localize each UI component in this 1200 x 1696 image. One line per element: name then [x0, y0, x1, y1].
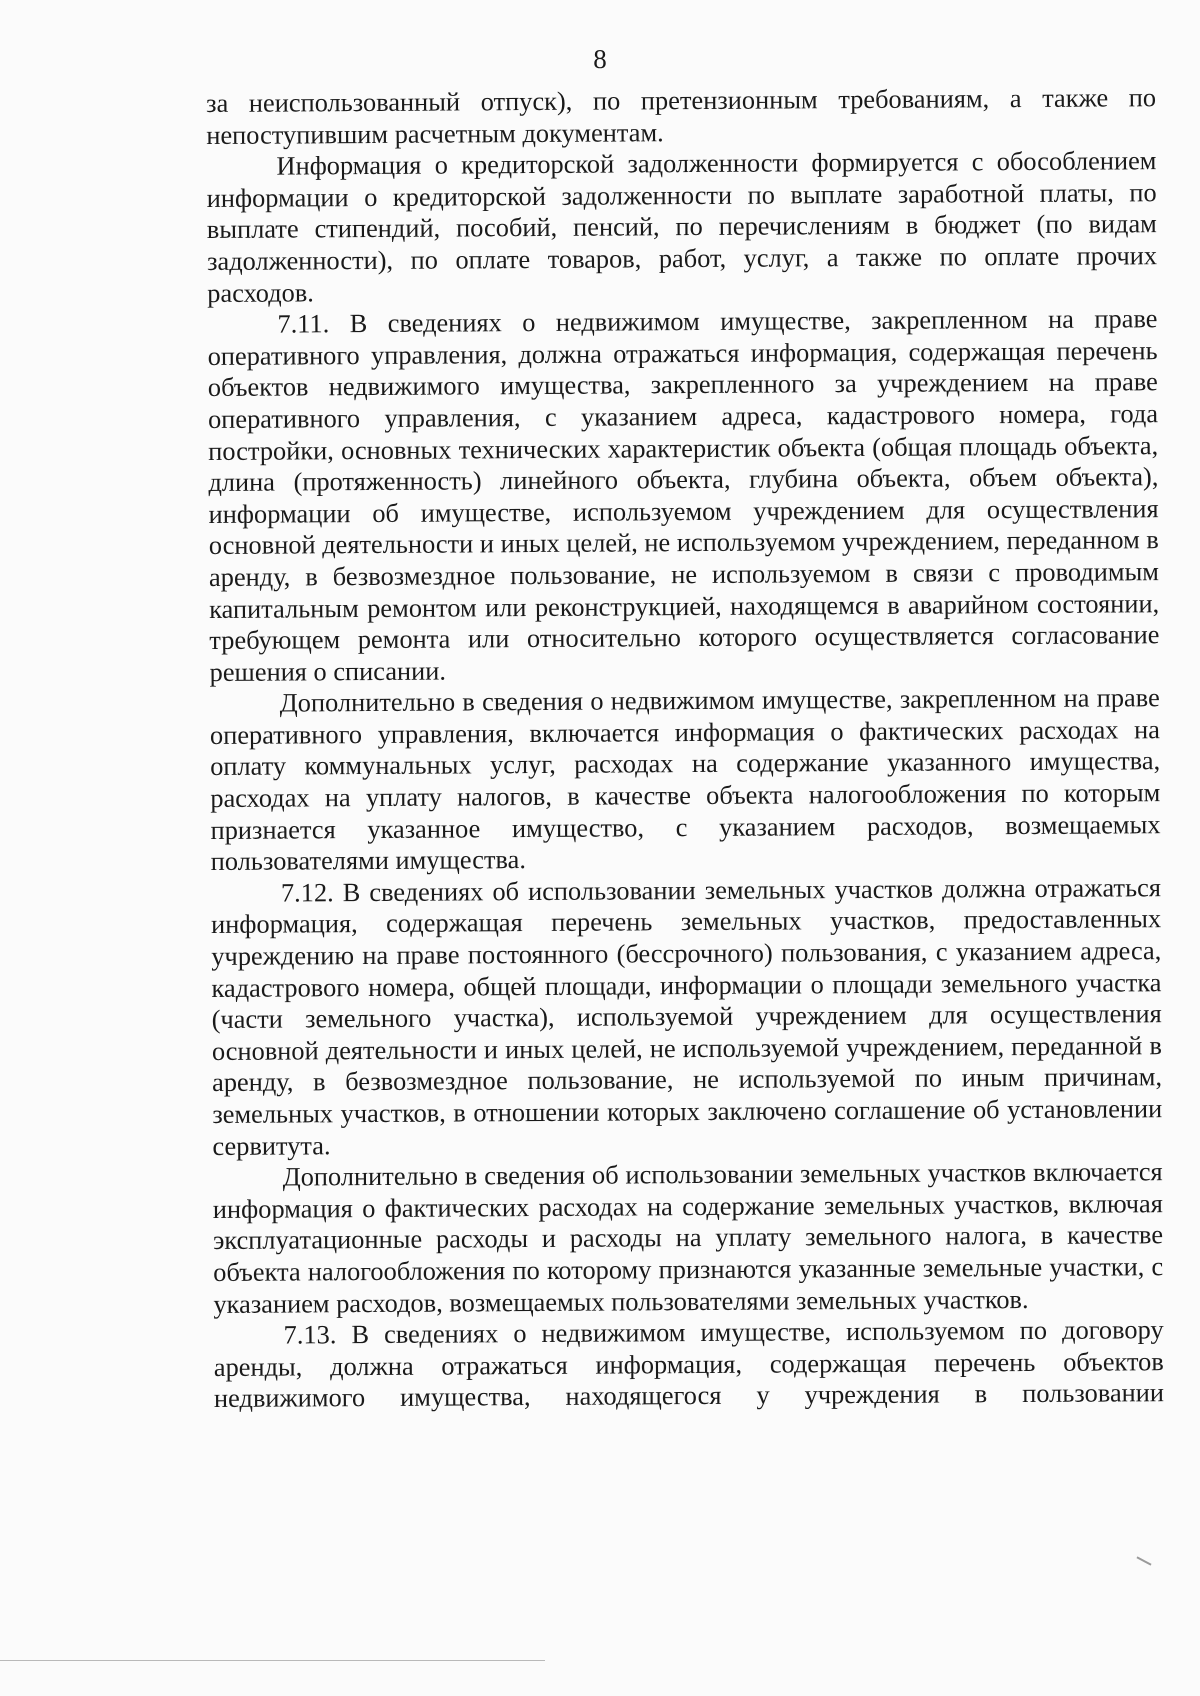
document-body	[206, 82, 1164, 1415]
paragraph-creditor-debt: Информация о кредиторской задолженности формируется с обособлением информации о кредиторской задолженности по выплате заработной платы, по выплате стипендий, пособий, пенсий, по перечислениям в бюджет (по видам задолженности), по оплате товаров, работ, услуг, а также по оплате прочих расходов.	[206, 145, 1158, 308]
paragraph-continuation: за неиспользованный отпуск), по претензионным требованиям, а также по непоступившим расчетным документам.	[206, 82, 1157, 150]
scan-edge-line	[0, 1660, 545, 1661]
paragraph-section-7-11: 7.11. В сведениях о недвижимом имуществе, закрепленном на праве оперативного управления, должна отражаться информация, содержащая перечень объектов недвижимого имущества, закрепленного за учреждением на праве оперативного управления, с указанием адреса, кадастрового номера, года постройки, основных технических характеристик объекта (общая площадь объекта, длина (протяженность) линейного объекта, глубина объекта, объем объекта), информации об имуществе, используемом учреждением для осуществления основной деятельности и иных целей, не используемом учреждением, переданном в аренду, в безвозмездное пользование, не используемом в связи с проводимым капитальным ремонтом или реконструкцией, находящемся в аварийном состоянии, требующем ремонта или относительно которого осуществляется согласование решения о списании.	[207, 303, 1160, 687]
paragraph-land-expenses: Дополнительно в сведения об использовании земельных участков включается информация о фактических расходах на содержание земельных участков, включая эксплуатационные расходы и расходы на уплату земельного налога, в качестве объекта налогообложения по которому признаются указанные земельные участки, с указанием расходов, возмещаемых пользователями земельных участков.	[212, 1156, 1164, 1319]
paragraph-real-estate-expenses: Дополнительно в сведения о недвижимом имуществе, закрепленном на праве оперативного управления, включается информация о фактических расходах на оплату коммунальных услуг, расходах на содержание указанного имущества, расходах на уплату налогов, в качестве объекта налогообложения по которым признается указанное имущество, с указанием расходов, возмещаемых пользователями имущества.	[209, 682, 1161, 877]
paragraph-section-7-13: 7.13. В сведениях о недвижимом имуществе, используемом по договору аренды, должна отражаться информация, содержащая перечень объектов недвижимого имущества, находящегося у учреждения в пользовании	[213, 1314, 1165, 1414]
scan-mark	[1136, 1556, 1151, 1565]
page-number: 8	[593, 44, 607, 74]
paragraph-section-7-12: 7.12. В сведениях об использовании земельных участков должна отражаться информация, содержащая перечень земельных участков, предоставленных учреждению на праве постоянного (бессрочного) пользования, с указанием адреса, кадастрового номера, общей площади, информации о площади земельного участка (части земельного участка), используемой учреждением для осуществления основной деятельности и иных целей, не используемой учреждением, переданной в аренду, в безвозмездное пользование, не используемой по иным причинам, земельных участков, в отношении которых заключено соглашение об установлении сервитута.	[211, 872, 1163, 1161]
